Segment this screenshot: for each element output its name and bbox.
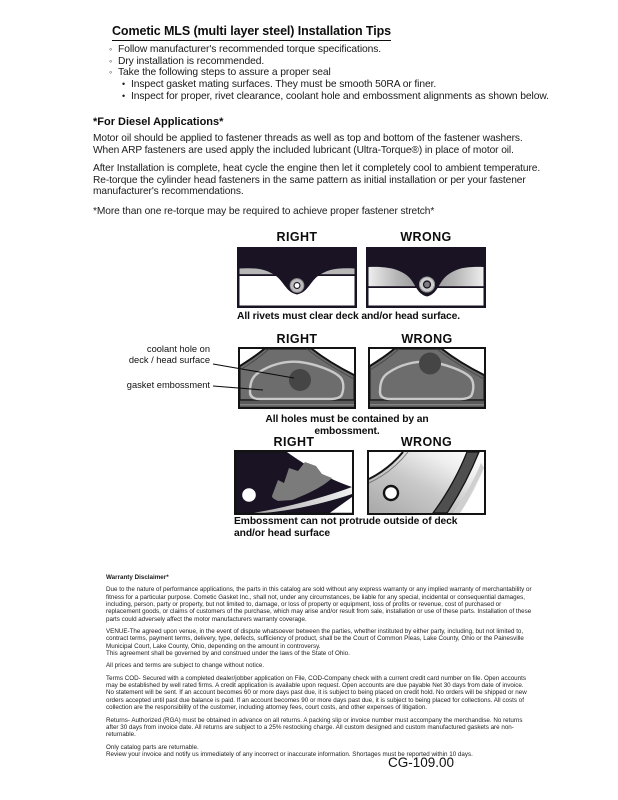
bullet-icon: ◦ (109, 67, 113, 78)
list-item (109, 44, 579, 56)
disclaimer-venue: VENUE-The agreed upon venue, in the event of dispute whatsoever between the parties, whether instituted by either party, including, but not limited to, contract terms, payment terms, delivery, type, defects, sufficiency of product, shall be the Court of Common Pleas, Lake County, Ohio or the Painesville Municipal Court, Lake County, Ohio, depending on the amount in controversy. (106, 628, 524, 650)
row2-wrong-label: WRONG (401, 332, 453, 346)
row2-caption: All holes must be contained by an embossment. (265, 414, 429, 437)
bullet-icon: ◦ (109, 44, 113, 54)
diesel-paragraph-2: After Installation is complete, heat cycle the engine then let it completely cool to ambient temperature. Re-torque the cylinder head fasteners in the same pattern as initial installation or per your fastener manufacturer's recommendations. (93, 163, 541, 198)
annotation-leader-lines (110, 340, 300, 400)
page-code: CG-109.00 (388, 755, 455, 770)
bolt-hole-icon (384, 486, 398, 500)
row1-wrong-label: WRONG (400, 230, 452, 244)
tip-text: Dry installation is recommended. (118, 55, 265, 67)
disclaimer-returnable: Only catalog parts are returnable. (106, 743, 199, 751)
list-item (109, 56, 579, 68)
sub-bullet-icon: • (122, 79, 126, 90)
embossment-containment-wrong-diagram (368, 347, 486, 409)
disclaimer-prices: All prices and terms are subject to change without notice. (106, 662, 265, 670)
page-title: Cometic MLS (multi layer steel) Installation Tips (112, 24, 391, 41)
disclaimer-governing-law: This agreement shall be governed by and construed under the laws of the State of Ohio. (106, 650, 350, 658)
embossment-protrusion-right-diagram (234, 450, 354, 515)
tip-text: Inspect for proper, rivet clearance, coolant hole and embossment alignments as shown below. (131, 90, 549, 102)
installation-tips-list (109, 44, 579, 103)
row1-caption: All rivets must clear deck and/or head surface. (237, 311, 461, 322)
gasket-embossment-annotation: gasket embossment (126, 380, 210, 390)
bullet-icon: ◦ (109, 55, 113, 66)
row3-wrong-label: WRONG (400, 435, 453, 449)
coolant-hole-annotation: coolant hole on deck / head surface (128, 344, 210, 365)
rivet-icon (419, 277, 434, 292)
list-item (109, 79, 579, 91)
tip-text: Follow manufacturer's recommended torque specifications. (118, 44, 382, 55)
coolant-hole-icon (419, 353, 441, 375)
rivet-clearance-wrong-diagram (366, 247, 486, 308)
row1-wrong-panel (366, 247, 486, 308)
row3-right-panel (234, 450, 354, 515)
row1-right-panel (237, 247, 357, 308)
page-title-wrap (112, 22, 391, 41)
list-item (109, 91, 579, 103)
embossment-protrusion-wrong-diagram (367, 450, 486, 515)
row3-right-label: RIGHT (273, 435, 315, 449)
diesel-section-heading: *For Diesel Applications* (93, 116, 224, 128)
diesel-paragraph-1: Motor oil should be applied to fastener threads as well as top and bottom of the fastener washers. When ARP fasteners are used apply the included lubricant (Ultra-Torque®) in place of motor oil. (93, 133, 523, 156)
row2-right-label: RIGHT (276, 332, 318, 346)
sub-bullet-icon: • (122, 90, 126, 101)
warranty-disclaimer (106, 574, 533, 758)
disclaimer-paragraph: Due to the nature of performance applications, the parts in this catalog are sold without any express warranty or any implied warranty of merchantability or fitness for a particular purpose. Cometic Gasket Inc., shall not, under any circumstances, be liable for any special, incidental or consequential damages, including, person, party or property, but not limited to, damage, or loss of property or equipment, loss of profits or revenue, cost of purchased or replacement goods, or claims of customers of the purchase, which may arise and/or result from sale, installation or use of these parts. Installation of these parts could adversely affect the motor manufacturers warranty coverage. (106, 586, 532, 623)
disclaimer-review: Review your invoice and notify us immediately of any incorrect or inaccurate information. Shortages must be reported within 10 days. (106, 750, 473, 758)
tip-text: Take the following steps to assure a proper seal (118, 67, 331, 79)
row3-caption: Embossment can not protrude outside of deck and/or head surface (234, 516, 458, 539)
row3-wrong-panel (367, 450, 486, 515)
rivet-clearance-right-diagram (237, 247, 357, 308)
disclaimer-returns: Returns- Authorized (RGA) must be obtained in advance on all returns. A packing slip or invoice number must accompany the merchandise. No returns after 30 days from invoice date. All returns are subject to a 25% restocking charge. All custom designed and custom manufactured gaskets are non-returnable. (106, 716, 523, 739)
row2-wrong-panel (368, 347, 486, 409)
row1-right-label: RIGHT (276, 230, 318, 244)
bolt-hole-icon (242, 488, 256, 502)
tip-text: Inspect gasket mating surfaces. They must be smooth 50RA or finer. (131, 79, 437, 91)
list-item (109, 67, 579, 79)
disclaimer-terms: Terms COD- Secured with a completed dealer/jobber application on File, COD-Company check with a current credit card number on file. Open accounts may be established by well rated firms. A credit application is available upon request. Open accounts are due payable Net 30 days from date of invoice. No statement will be sent. If an account becomes 60 or more days past due, it is subject to being placed on credit hold. No orders will be shipped or new orders accepted until past due balance is paid. If an account becomes 90 or more days past due, it is subject to being placed for collections. All costs of collection are the responsibility of the customer, including attorney fees, court costs, and other expenses of litigation. (106, 674, 527, 712)
disclaimer-heading: Warranty Disclaimer* (106, 574, 169, 581)
rivet-icon (290, 279, 304, 293)
diesel-note: *More than one re-torque may be required to achieve proper fastener stretch* (93, 206, 435, 217)
